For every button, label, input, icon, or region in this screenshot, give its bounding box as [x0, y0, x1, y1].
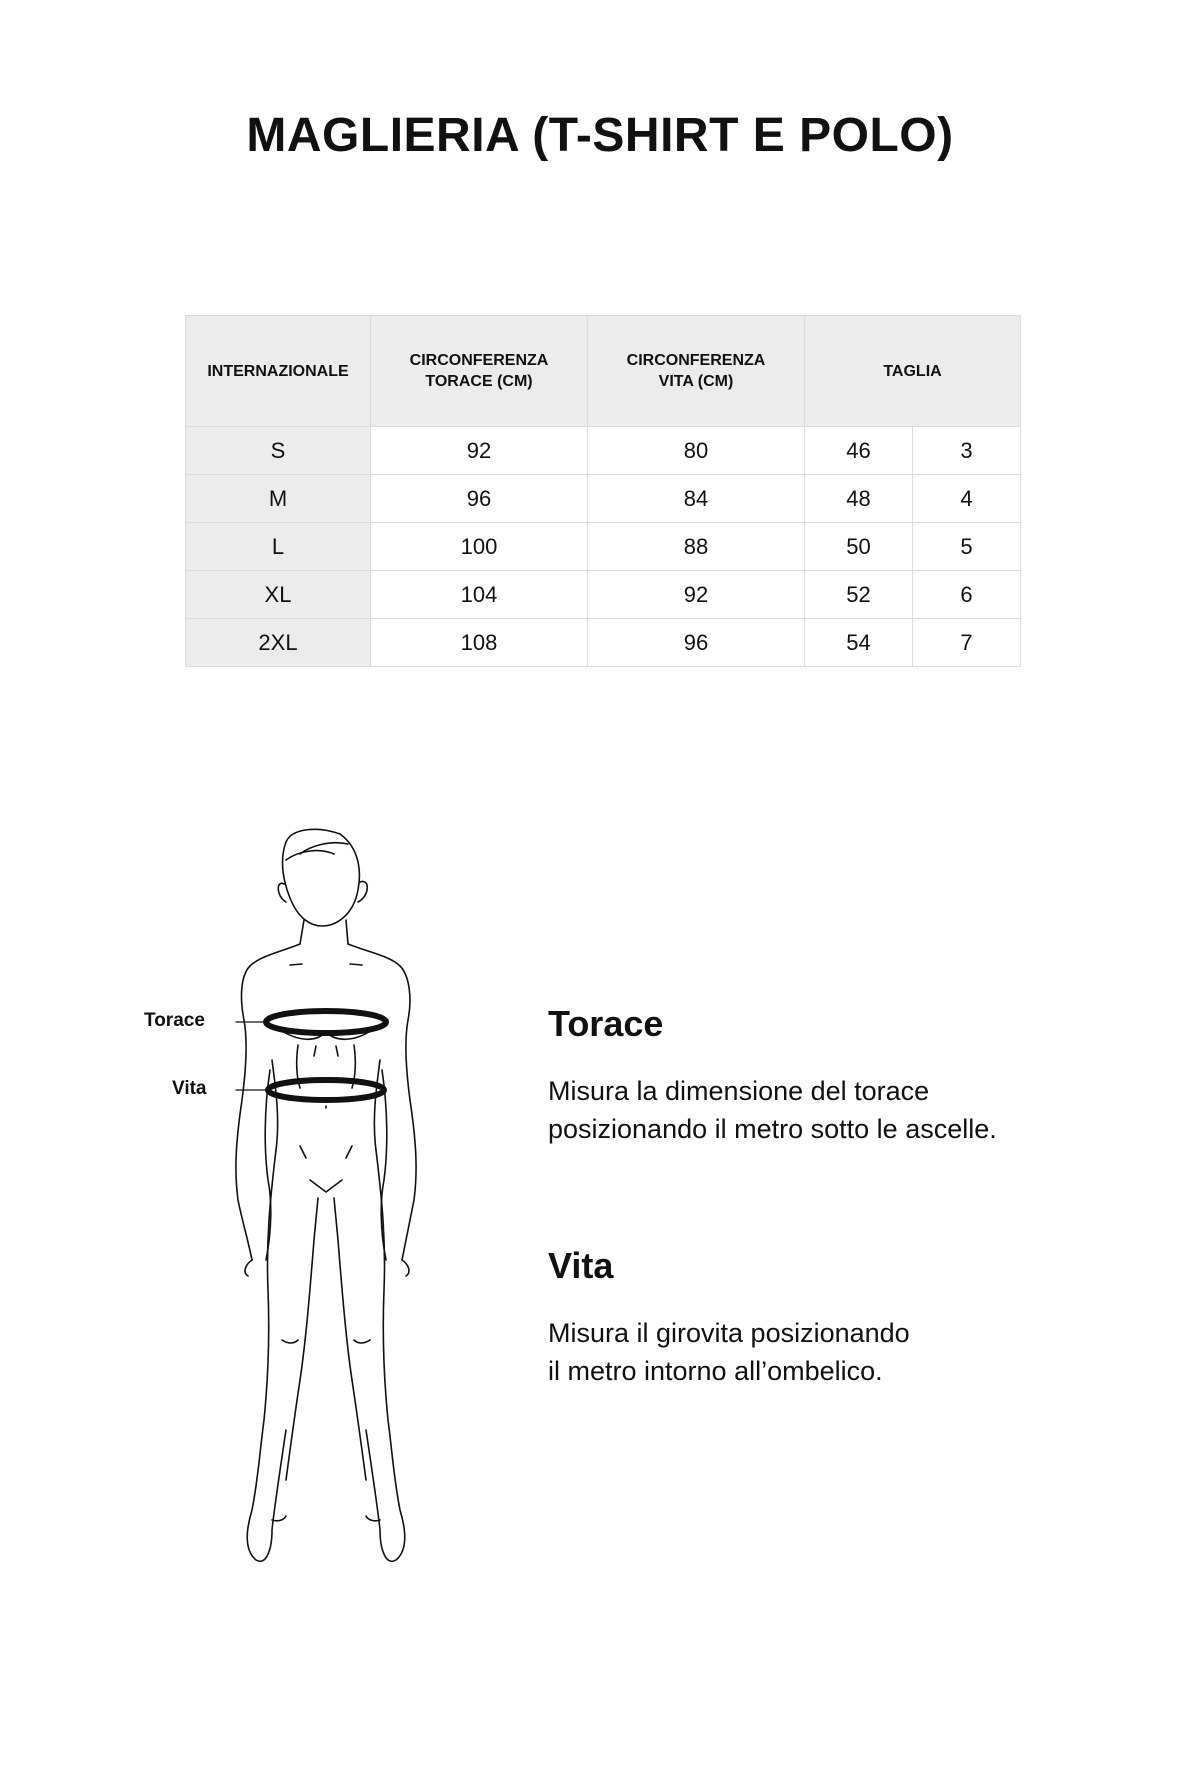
table-row — [186, 619, 1021, 667]
header-international: INTERNAZIONALE — [186, 316, 371, 427]
chest-label: Torace — [144, 1010, 205, 1031]
cell-chest: 96 — [371, 475, 588, 523]
page-title: MAGLIERIA (T-SHIRT E POLO) — [246, 109, 954, 162]
cell-chest: 92 — [371, 427, 588, 475]
size-table — [185, 315, 1021, 667]
cell-international: 2XL — [186, 619, 371, 667]
header-waist: CIRCONFERENZA VITA (CM) — [588, 316, 805, 427]
cell-size-it: 50 — [805, 523, 913, 571]
table-row — [186, 571, 1021, 619]
header-size: TAGLIA — [805, 316, 1021, 427]
waist-label: Vita — [172, 1078, 207, 1099]
cell-international: L — [186, 523, 371, 571]
cell-waist: 84 — [588, 475, 805, 523]
cell-waist: 96 — [588, 619, 805, 667]
cell-size-num: 5 — [913, 523, 1021, 571]
header-chest: CIRCONFERENZA TORACE (CM) — [371, 316, 588, 427]
cell-size-num: 3 — [913, 427, 1021, 475]
table-header-row — [186, 316, 1021, 427]
cell-size-it: 46 — [805, 427, 913, 475]
cell-size-num: 6 — [913, 571, 1021, 619]
cell-size-it: 52 — [805, 571, 913, 619]
table-row — [186, 523, 1021, 571]
cell-waist: 88 — [588, 523, 805, 571]
waist-description: Misura il girovita posizionando il metro intorno all’ombelico. — [548, 1318, 910, 1386]
cell-waist: 80 — [588, 427, 805, 475]
chest-heading: Torace — [548, 1003, 664, 1044]
body-measurement-figure — [140, 820, 480, 1580]
cell-international: S — [186, 427, 371, 475]
cell-size-it: 48 — [805, 475, 913, 523]
waist-heading: Vita — [548, 1245, 614, 1286]
table-row — [186, 427, 1021, 475]
cell-waist: 92 — [588, 571, 805, 619]
cell-chest: 108 — [371, 619, 588, 667]
human-body-icon — [140, 820, 480, 1580]
cell-size-it: 54 — [805, 619, 913, 667]
cell-size-num: 7 — [913, 619, 1021, 667]
cell-size-num: 4 — [913, 475, 1021, 523]
cell-international: XL — [186, 571, 371, 619]
cell-chest: 100 — [371, 523, 588, 571]
chest-description: Misura la dimensione del torace posizionando il metro sotto le ascelle. — [548, 1076, 997, 1144]
table-row — [186, 475, 1021, 523]
cell-international: M — [186, 475, 371, 523]
cell-chest: 104 — [371, 571, 588, 619]
